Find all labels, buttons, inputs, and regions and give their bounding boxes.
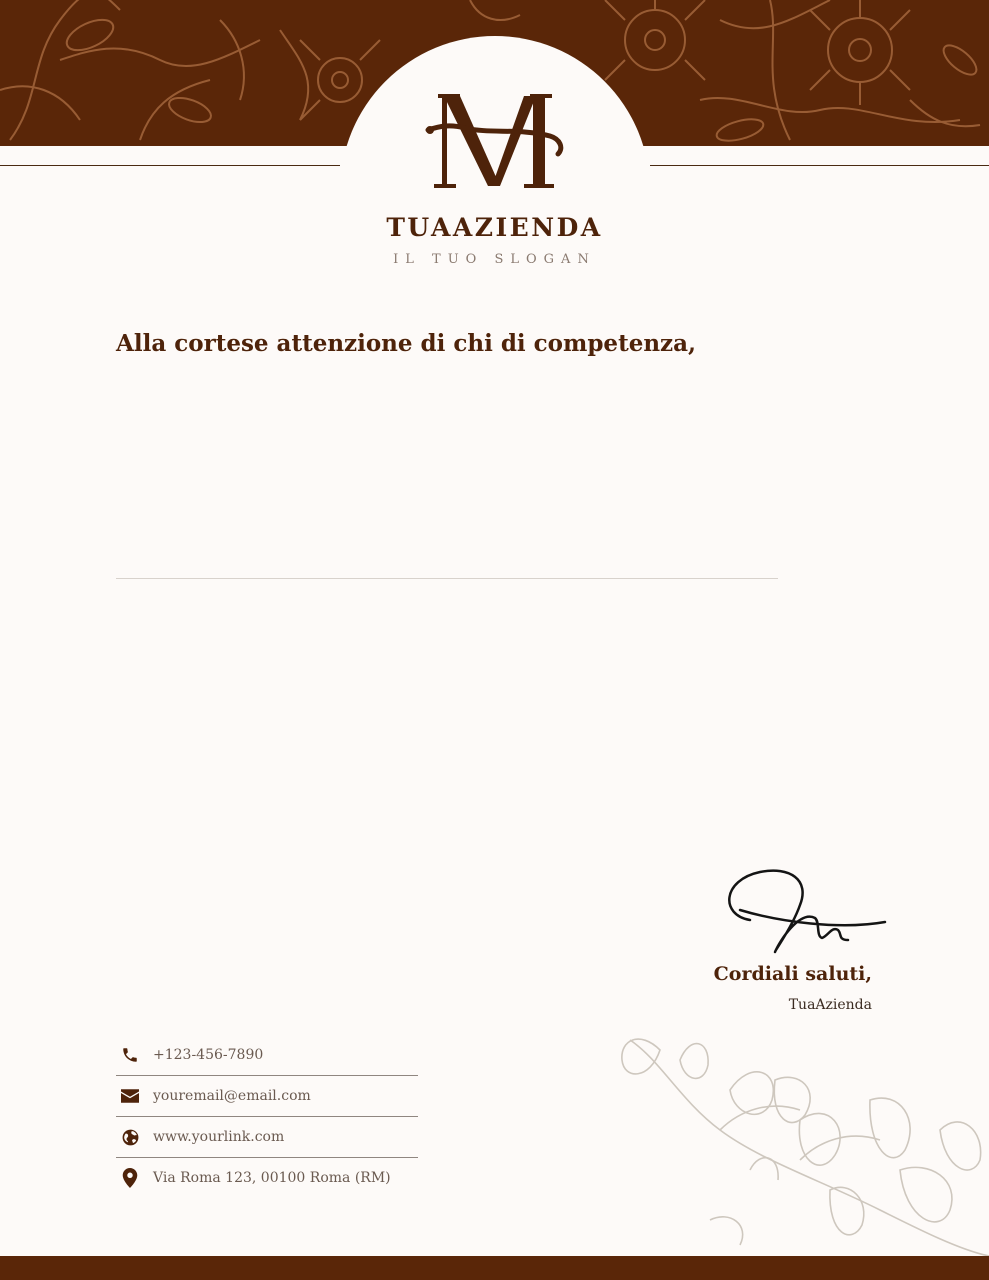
signature-graphic <box>720 860 890 960</box>
contact-email <box>116 1076 418 1117</box>
contact-website-text: www.yourlink.com <box>153 1129 285 1145</box>
envelope-icon <box>116 1086 144 1106</box>
globe-icon <box>116 1127 144 1147</box>
company-name: TUAAZIENDA <box>386 213 603 242</box>
letter-salutation: Alla cortese attenzione di chi di competenza, <box>116 330 697 357</box>
contact-address-text: Via Roma 123, 00100 Roma (RM) <box>153 1170 391 1186</box>
contact-phone-text: +123-456-7890 <box>153 1047 264 1063</box>
monogram-logo <box>420 88 570 198</box>
footer-band <box>0 1256 989 1280</box>
floral-corner-graphic <box>600 1020 989 1256</box>
company-slogan: IL TUO SLOGAN <box>393 252 596 267</box>
contact-phone <box>116 1035 418 1076</box>
header-divider-right <box>650 165 989 166</box>
contact-email-text: youremail@email.com <box>153 1088 311 1104</box>
letter-closing: Cordiali saluti, <box>713 963 872 985</box>
contact-list <box>116 1035 418 1198</box>
contact-website <box>116 1117 418 1158</box>
phone-icon <box>116 1045 144 1065</box>
letter-closing-name: TuaAzienda <box>788 997 872 1013</box>
body-divider <box>116 578 778 579</box>
header-divider-left <box>0 165 340 166</box>
contact-address <box>116 1158 418 1198</box>
map-pin-icon <box>116 1168 144 1188</box>
